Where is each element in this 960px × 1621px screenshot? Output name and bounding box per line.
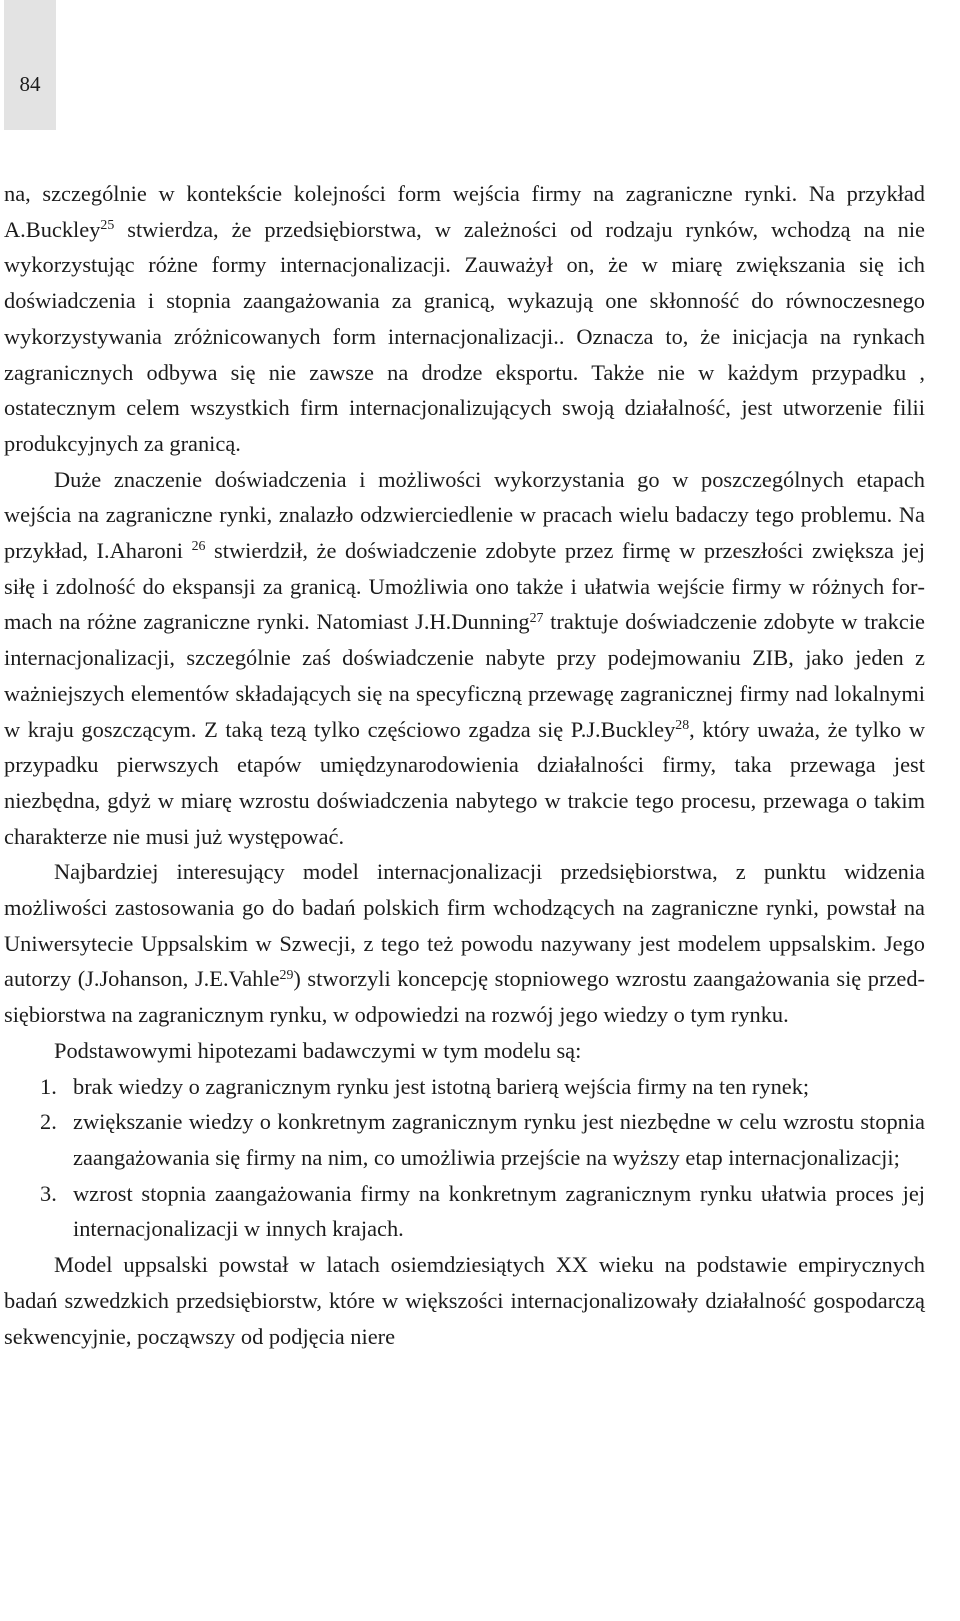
list-item-number: 2.	[40, 1109, 57, 1135]
footnote-ref-27: 27	[529, 610, 544, 626]
text-segment: Najbardziej interesujący model internacjonalizacji przedsiębiorstwa, z punktu widzenia możliwości zastosowania go do badań polskich firm wchodzących na zagraniczne rynki, powstał na Uniwersytecie Uppsalskim w Szwecji, z tego też powodu nazywany jest modelem uppsalskim. Jego autorzy (J.Johanson, J.E.Vahle	[4, 859, 925, 992]
list-item-text: wzrost stopnia zaangażowania firmy na konkretnym zagranicznym rynku ułatwia proces jej internacjonalizacji w innych krajach.	[73, 1180, 925, 1242]
page-number: 84	[19, 72, 41, 96]
list-item	[4, 1104, 925, 1175]
body-text	[4, 176, 925, 1354]
text-segment: Podstawowymi hipotezami badawczymi w tym modelu są:	[54, 1037, 582, 1063]
text-segment: ) stworzyli koncepcję stopniowego wzrostu zaangażowania się przedsiębiorstwa na zagranicznym rynku, w odpowiedzi na rozwój jego wiedzy o tym rynku.	[4, 966, 925, 1028]
footnote-ref-28: 28	[675, 717, 690, 733]
list-item-text: zwiększanie wiedzy o konkretnym zagranicznym rynku jest niezbędne w celu wzrostu stopnia zaangażowania się firmy na nim, co umożliwia przejście na wyższy etap internacjonalizacji;	[73, 1109, 925, 1170]
footnote-ref-25: 25	[100, 218, 115, 234]
text-segment: stwierdził, że doświadczenie zdobyte przez firmę w przeszłości zwiększa jej siłę i zdolność do ekspansji za granicą. Umożliwia ono także i ułatwia wejście firmy w różnych formach na różne zagraniczne rynki. Natomiast J.H.Dunning	[4, 538, 925, 635]
text-segment: traktuje doświadczenie zdobyte w trakcie internacjonalizacji, szczególnie zaś doświadczenie nabyte przy podejmowaniu ZIB, jako jeden z ważniejszych elementów składających się na specyficzną przewagę zagranicznej firmy nad lokalnymi w kraju goszczącym. Z taką tezą tylko częściowo zgadza się P.J.Buckley	[4, 609, 925, 742]
text-segment: stwierdza, że przedsiębiorstwa, w zależności od rodzaju rynków, wchodzą na nie wykorzystując różne formy internacjonalizacji. Zauważył on, że w miarę zwiększania się ich doświadczenia i stopnia zaangażowania za granicą, wykazują one skłonność do równoczesnego wykorzystywania zróżnicowanych form internacjonalizacji.. Oznacza to, że inicjacja na rynkach zagranicznych odbywa się nie zawsze na drodze eksportu. Także nie w każdym przypadku , ostatecznym celem wszystkich firm internacjonalizujących swoją działalność, jest utworzenie filii produkcyjnych za granicą.	[4, 216, 925, 456]
text-segment: Duże znaczenie doświadczenia i możliwości wykorzystania go w poszczególnych etapach wejścia na zagraniczne rynki, znalazło odzwierciedlenie w pracach wielu badaczy tego problemu. Na przykład, I.Aharoni	[4, 466, 925, 564]
text-segment: na, szczególnie w kontekście kolejności form wejścia firmy na zagraniczne rynki. Na przykład A.Buckley	[4, 181, 925, 242]
hypotheses-list	[4, 1069, 925, 1248]
list-item-number: 3.	[40, 1180, 57, 1206]
text-segment: Model uppsalski powstał w latach osiemdziesiątych XX wieku na podstawie empirycznych badań szwedzkich przedsiębiorstw, które w większości internacjonalizowały działalność gospodarczą sekwencyjnie, począwszy od podjęcia niere	[4, 1252, 925, 1349]
hypotheses-intro	[4, 1033, 925, 1069]
paragraph-closing	[4, 1247, 925, 1354]
paragraph-1	[4, 176, 925, 462]
text-segment: , który uważa, że tylko w przypadku pierwszych etapów umiędzynarodowienia działalności firmy, taka przewaga jest niezbędna, gdyż w miarę wzrostu doświadczenia nabytego w trakcie tego procesu, przewaga o takim charakterze nie musi już występować.	[4, 716, 925, 849]
list-item-text: brak wiedzy o zagranicznym rynku jest istotną barierą wejścia firmy na ten rynek;	[73, 1073, 810, 1099]
paragraph-3	[4, 854, 925, 1033]
list-item	[4, 1069, 925, 1105]
footnote-ref-26: 26	[191, 539, 206, 555]
paragraph-2	[4, 462, 925, 855]
footnote-ref-29: 29	[279, 967, 294, 983]
list-item	[4, 1176, 925, 1247]
page-number-tab	[4, 0, 56, 130]
list-item-number: 1.	[40, 1073, 57, 1099]
